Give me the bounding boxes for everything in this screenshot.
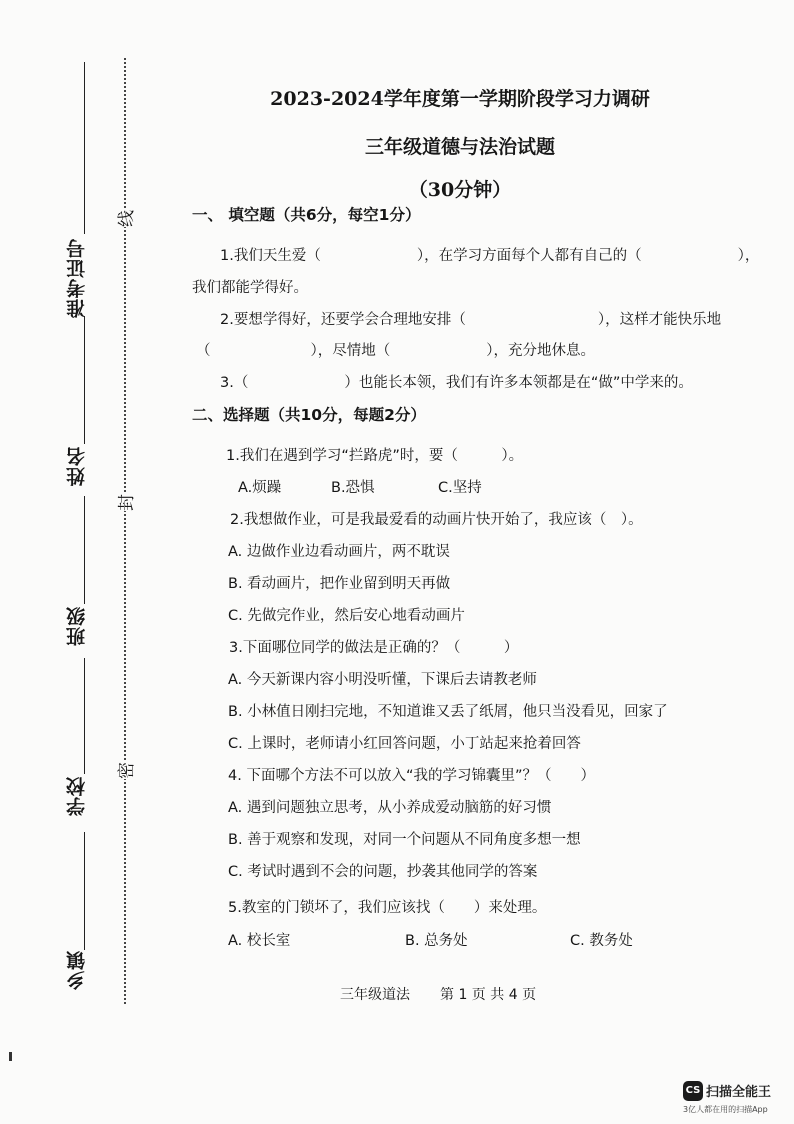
s2-q2-option-c[interactable]: C. 先做完作业，然后安心地看动画片 <box>228 608 465 624</box>
exam-number-label: 准考证号 <box>65 238 88 318</box>
s2-q3-option-a[interactable]: A. 今天新课内容小明没听懂，下课后去请教老师 <box>228 672 537 688</box>
watermark-name: 扫描全能王 <box>706 1085 772 1100</box>
s1-question-1-cont: 我们都能学得好。 <box>192 280 308 296</box>
seal-dotted-line <box>124 58 126 1004</box>
footer-course: 三年级道法 <box>340 987 410 1003</box>
s2-q2-option-a[interactable]: A. 边做作业边看动画片，两不耽误 <box>228 544 450 560</box>
scanner-watermark <box>683 1080 791 1115</box>
s1-question-1: 1.我们天生爱（ ），在学习方面每个人都有自己的（ ）， <box>220 248 760 264</box>
exam-duration: （30分钟） <box>408 179 512 201</box>
seal-char-xian: 线 <box>110 210 139 227</box>
s1-question-3: 3.（ ）也能长本领，我们有许多本领都是在“做”中学来的。 <box>220 375 693 391</box>
s2-q5-option-a[interactable]: A. 校长室 <box>228 933 291 949</box>
seal-char-feng: 封 <box>110 494 139 511</box>
town-field <box>58 950 94 990</box>
exam-number-field <box>58 238 94 318</box>
s2-q3-option-b[interactable]: B. 小林值日刚扫完地，不知道谁又丢了纸屑，他只当没看见，回家了 <box>228 704 668 720</box>
school-label: 学校 <box>65 776 88 816</box>
school-line <box>84 658 85 774</box>
footer-page-number: 第 1 页 共 4 页 <box>440 987 537 1003</box>
exam-title: 2023-2024学年度第一学期阶段学习力调研 <box>270 88 650 110</box>
s2-q4-option-a[interactable]: A. 遇到问题独立思考，从小养成爱动脑筋的好习惯 <box>228 800 552 816</box>
section2-heading: 二、选择题（共10分，每题2分） <box>192 406 426 424</box>
class-label: 班级 <box>65 606 88 646</box>
name-line <box>84 316 85 444</box>
s2-question-2: 2.我想做作业，可是我最爱看的动画片快开始了，我应该（ ）。 <box>230 512 643 528</box>
page-footer <box>340 984 566 1004</box>
s2-q1-option-c[interactable]: C.坚持 <box>438 480 482 496</box>
s2-question-4: 4. 下面哪个方法不可以放入“我的学习锦囊里”？（ ） <box>228 768 595 784</box>
class-field <box>58 606 94 646</box>
s2-question-3: 3.下面哪位同学的做法是正确的？（ ） <box>229 640 519 656</box>
exam-number-line <box>84 62 85 234</box>
s2-question-5: 5.教室的门锁坏了，我们应该找（ ）来处理。 <box>228 900 547 916</box>
s2-q3-option-c[interactable]: C. 上课时，老师请小红回答问题，小丁站起来抢着回答 <box>228 736 581 752</box>
name-field <box>58 446 94 486</box>
s2-question-1: 1.我们在遇到学习“拦路虎”时，要（ ）。 <box>226 448 524 464</box>
s2-q2-option-b[interactable]: B. 看动画片，把作业留到明天再做 <box>228 576 451 592</box>
s2-q5-option-c[interactable]: C. 教务处 <box>570 933 633 949</box>
section1-heading: 一、 填空题（共6分，每空1分） <box>192 206 421 224</box>
s2-q5-option-b[interactable]: B. 总务处 <box>405 933 468 949</box>
s2-q4-option-b[interactable]: B. 善于观察和发现，对同一个问题从不同角度多想一想 <box>228 832 581 848</box>
s2-q1-option-a[interactable]: A.烦躁 <box>238 480 282 496</box>
exam-subtitle: 三年级道德与法治试题 <box>364 136 555 158</box>
town-line <box>84 832 85 950</box>
s1-question-2-cont: （ ），尽情地（ ），充分地休息。 <box>196 343 595 359</box>
school-field <box>58 776 94 816</box>
watermark-tagline: 3亿人都在用的扫描App <box>683 1104 768 1114</box>
class-line <box>84 496 85 604</box>
town-label: 乡镇 <box>65 950 88 990</box>
scan-edge-mark <box>9 1052 12 1061</box>
s2-q4-option-c[interactable]: C. 考试时遇到不会的问题，抄袭其他同学的答案 <box>228 864 538 880</box>
s2-q1-option-b[interactable]: B.恐惧 <box>331 480 375 496</box>
seal-char-mi: 密 <box>110 762 139 779</box>
s1-question-2: 2.要想学得好，还要学会合理地安排（ ），这样才能快乐地 <box>220 312 722 328</box>
name-label: 姓名 <box>65 446 88 486</box>
camscanner-logo-icon: CS <box>683 1081 703 1101</box>
